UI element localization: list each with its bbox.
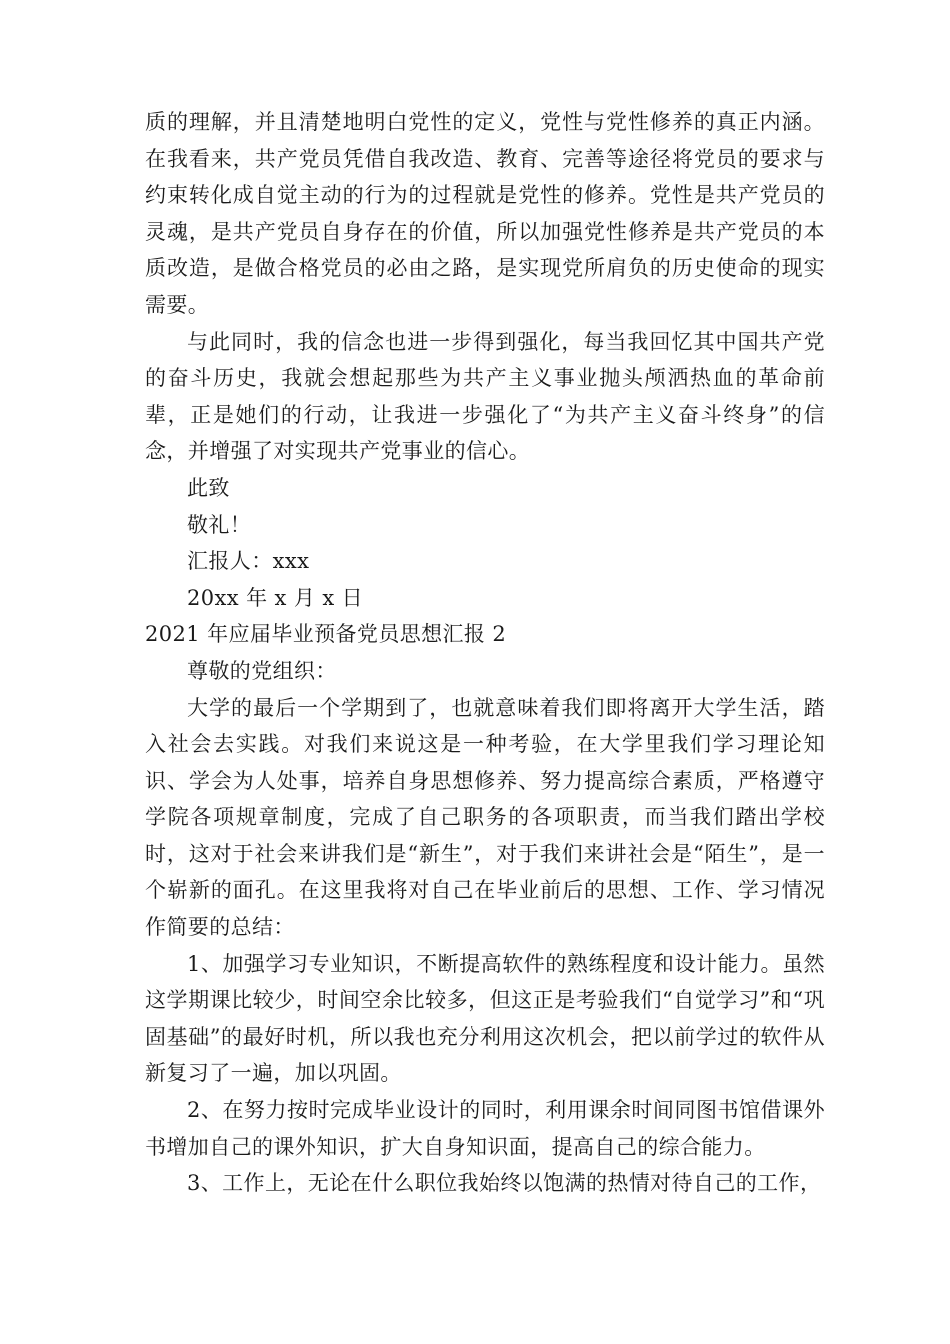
date-line: 20xx 年 x 月 x 日 <box>187 585 364 610</box>
paragraph-item-1: 1、加强学习专业知识，不断提高软件的熟练程度和设计能力。虽然这学期课比较少，时间空余比较多，但这正是考验我们“自觉学习”和“巩固基础”的最好时机，所以我也充分利用这次机会，把以前学过的软件从新复习了一遍，加以巩固。 <box>145 951 825 1086</box>
paragraph-party-nature: 质的理解，并且清楚地明白党性的定义，党性与党性修养的真正内涵。在我看来，共产党员凭借自我改造、教育、完善等途径将党员的要求与约束转化成自觉主动的行为的过程就是党性的修养。党性是共产党员的灵魂，是共产党员自身存在的价值，所以加强党性修养是共产党员的本质改造，是做合格党员的必由之路，是实现党所肩负的历史使命的现实需要。 <box>145 110 825 317</box>
closing-salutation: 此致 <box>187 475 230 500</box>
paragraph-belief: 与此同时，我的信念也进一步得到强化，每当我回忆其中国共产党的奋斗历史，我就会想起那些为共产主义事业抛头颅洒热血的革命前辈，正是她们的行动，让我进一步强化了“为共产主义奋斗终身”的信念，并增强了对实现共产党事业的信心。 <box>145 329 825 464</box>
section-title: 2021 年应届毕业预备党员思想汇报 2 <box>145 622 507 647</box>
reporter-line: 汇报人：xxx <box>187 549 310 574</box>
paragraph-item-3: 3、工作上，无论在什么职位我始终以饱满的热情对待自己的工作， <box>187 1171 822 1196</box>
greeting-line: 尊敬的党组织： <box>187 658 337 683</box>
closing-regards: 敬礼！ <box>187 512 252 537</box>
paragraph-final-semester: 大学的最后一个学期到了，也就意味着我们即将离开大学生活，踏入社会去实践。对我们来说这是一种考验，在大学里我们学习理论知识、学会为人处事，培养自身思想修养、努力提高综合素质，严格遵守学院各项规章制度，完成了自己职务的各项职责，而当我们踏出学校时，这对于社会来讲我们是“新生”，对于我们来讲社会是“陌生”，是一个崭新的面孔。在这里我将对自己在毕业前后的思想、工作、学习情况作简要的总结： <box>145 695 825 940</box>
document-body <box>145 104 825 1202</box>
paragraph-item-2: 2、在努力按时完成毕业设计的同时，利用课余时间同图书馆借课外书增加自己的课外知识，扩大自身知识面，提高自己的综合能力。 <box>145 1098 825 1159</box>
